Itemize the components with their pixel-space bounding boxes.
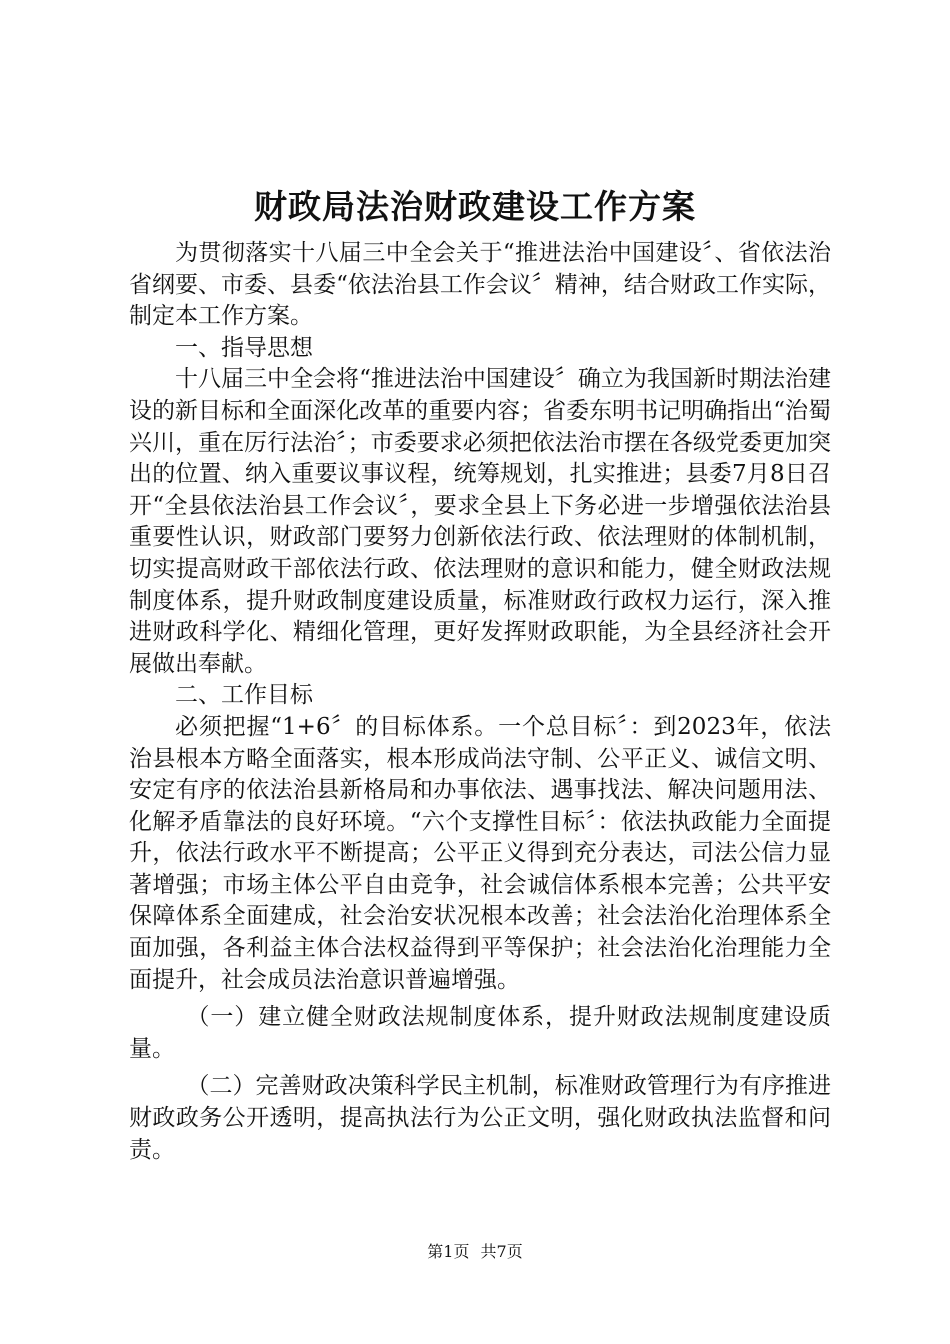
page-number: 第1页 [427, 1242, 470, 1261]
section-heading-guiding-ideology: 一、指导思想 [175, 334, 313, 361]
page-total: 共7页 [480, 1242, 523, 1261]
document-body [129, 238, 831, 1166]
goal-item-2: （二）完善财政决策科学民主机制，标准财政管理行为有序推进财政政务公开透明，提高执法行为公正文明，强化财政执法监督和问责。 [129, 1073, 831, 1163]
section-heading-work-goals: 二、工作目标 [175, 682, 313, 709]
goal-item-1: （一）建立健全财政法规制度体系，提升财政法规制度建设质量。 [129, 1004, 831, 1062]
page-footer [0, 1240, 950, 1264]
work-goals-paragraph: 必须把握“1+6〞的目标体系。一个总目标〞：到2023年，依法治县根本方略全面落实，根本形成尚法守制、公平正义、诚信文明、安定有序的依法治县新格局和办事依法、遇事找法、解决问题用法、化解矛盾靠法的良好环境。“六个支撑性目标〞：依法执政能力全面提升，依法行政水平不断提高；公平正义得到充分表达，司法公信力显著增强；市场主体公平自由竞争，社会诚信体系根本完善；公共平安保障体系全面建成，社会治安状况根本改善；社会法治化治理体系全面加强，各利益主体合法权益得到平等保护；社会法治化治理能力全面提升，社会成员法治意识普遍增强。 [129, 713, 831, 993]
document-title: 财政局法治财政建设工作方案 [254, 187, 696, 226]
intro-paragraph: 为贯彻落实十八届三中全会关于“推进法治中国建设〞、省依法治省纲要、市委、县委“依法治县工作会议〞精神，结合财政工作实际，制定本工作方案。 [129, 240, 831, 330]
guiding-ideology-paragraph: 十八届三中全会将“推进法治中国建设〞确立为我国新时期法治建设的新目标和全面深化改革的重要内容；省委东明书记明确指出“治蜀兴川，重在厉行法治〞；市委要求必须把依法治市摆在各级党委更加突出的位置、纳入重要议事议程，统筹规划，扎实推进；县委7月8日召开“全县依法治县工作会议〞，要求全县上下务必进一步增强依法治县重要性认识，财政部门要努力创新依法行政、依法理财的体制机制，切实提高财政干部依法行政、依法理财的意识和能力，健全财政法规制度体系，提升财政制度建设质量，标准财政行政权力运行，深入推进财政科学化、精细化管理，更好发挥财政职能，为全县经济社会开展做出奉献。 [129, 366, 831, 677]
